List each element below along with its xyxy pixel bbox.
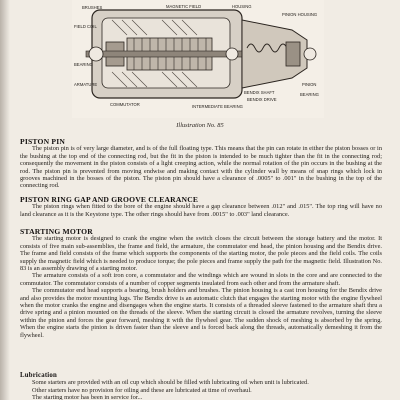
bearing-mid	[226, 48, 238, 60]
paragraph-starting-motor-3: The commutator end head supports a bearing, brush holders and brushes. The pinion housing is a cast iron housing for the Bendix drive and also provides the motor mounting lugs. The Bendix drive is an automatic clutch that engages the starting motor with the engine flywheel when the motor cranks the engine and disengages when the engine starts. It consists of a threaded sleeve fastened to the armature shaft thru a drive spring and a pinion mounted on the threads of the sleeve. When the starting circuit is closed the armature revolves, turning the sleeve within the pinion and forces the gear forward, meshing it with the flywheel gear. The sudden shock of meshing is absorbed by the spring. When the engine starts the pinion is driven faster than the sleeve and is forced back along the threads, automatically demeshing it from the flywheel.	[20, 287, 382, 339]
section-piston-pin	[20, 138, 382, 190]
label-pinion-housing: PINION HOUSING	[282, 12, 318, 17]
label-armature: ARMATURE	[74, 82, 98, 87]
paragraph-starting-motor-2: The armature consists of a soft iron core, a commutator and the windings which are wound in slots in the core and are connected to the commutator. The commutator consists of a number of copper segments insulated from each other and from the armature shaft.	[20, 272, 382, 287]
section-piston-ring	[20, 196, 382, 218]
label-bearing-right: BEARING	[300, 92, 319, 97]
pinion-shape	[286, 42, 300, 66]
paragraph-starting-motor-1: The starting motor is designed to crank the engine when the switch closes the circuit between the storage battery and the motor. It consists of five main sub-assemblies, the frame and field, the armature, the commutator end head, the pinion housing and the Bendix drive. The frame and field consists of the frame which supports the components of the starting motor, the pole pieces and the field coils. The coils supply the magnetic field which is needed to produce torque; the pole pieces and frame supply the path for the magnetic field. Illustration No. 83 is an assembly drawing of a starting motor.	[20, 235, 382, 273]
heading-starting-motor: STARTING MOTOR	[20, 227, 93, 236]
label-intermediate-bearing: INTERMEDIATE BEARING	[192, 104, 243, 109]
bearing-right	[304, 48, 316, 60]
label-housing: HOUSING	[232, 4, 252, 9]
starting-motor-illustration	[72, 0, 324, 118]
paragraph-piston-pin: The piston pin is of very large diameter, and is of the full floating type. This means that the pin can rotate in either the piston bosses or in the bushing at the top end of the connecting rod, but the fit in the piston is intended to be much tighter than the fit in the connecting rod; consequently the movement in the piston consists of a light creeping action, while the normal rotation of the pin occurs in the bushing at the rod. The piston pin is prevented from moving endwise and making contact with the cylinder wall by means of snap rings which lock in grooves machined in the bosses of the piston. The piston pin should have a clearance of .0005" to .001" in the bushing in the top of the connecting rod.	[20, 145, 382, 190]
label-magnetic-field: MAGNETIC FIELD	[166, 4, 202, 9]
section-starting-motor	[20, 228, 382, 339]
label-brushes: BRUSHES	[82, 5, 103, 10]
label-field-coil: FIELD COIL	[74, 24, 97, 29]
bearing-left	[89, 47, 103, 61]
label-bearing: BEARING	[74, 62, 93, 67]
heading-piston-pin: PISTON PIN	[20, 137, 66, 146]
heading-lubrication: Lubrication	[20, 372, 57, 379]
label-bendix-shaft: BENDIX SHAFT	[244, 90, 275, 95]
paragraph-lubrication-3: The starting motor has been in service for...	[32, 394, 143, 400]
scan-shadow	[0, 0, 10, 400]
paragraph-piston-ring: The piston rings when fitted to the bore of the engine should have a gap clearance between .012" and .015". The top ring will have no land clearance as it is the Keystone type. The other rings should have from .0015" to .003" land clearance.	[20, 203, 382, 218]
section-lubrication	[20, 372, 382, 400]
paragraph-lubrication-1: Some starters are provided with an oil cup which should be filled with lubricating oil when unit is lubricated.	[32, 379, 309, 387]
label-commutator: COMMUTATOR	[110, 102, 140, 107]
paragraph-lubrication-2: Other starters have no provision for oiling and these are lubricated at time of overhaul.	[32, 386, 252, 394]
heading-piston-ring: PISTON RING GAP AND GROOVE CLEARANCE	[20, 195, 199, 204]
label-bendix-drive: BENDIX DRIVE	[247, 97, 277, 102]
figure-caption: Illustration No. 85	[176, 122, 224, 129]
label-pinion: PINION	[302, 82, 317, 87]
